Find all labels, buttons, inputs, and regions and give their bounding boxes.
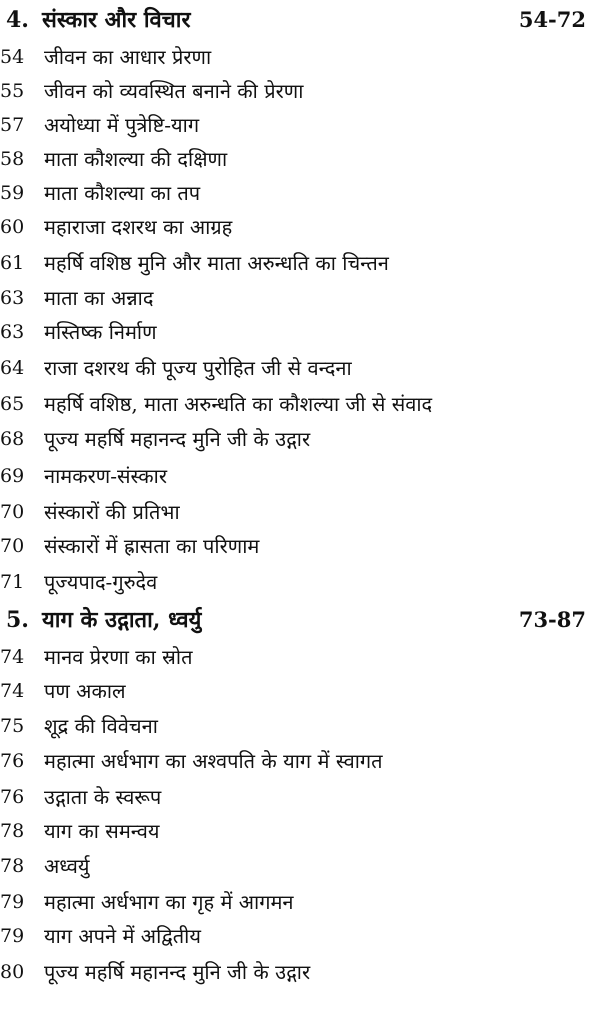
entry-page: 80 [0,961,25,983]
entry-title: मस्तिष्क निर्माण [44,320,157,344]
entry-title: पण अकाल [44,679,126,703]
list-item [0,639,600,675]
entry-title: उद्गाता के स्वरूप [44,785,162,809]
chapter-number: 4. [6,7,29,33]
list-item [0,743,600,779]
entry-title: संस्कारों में ह्रासता का परिणाम [44,534,260,558]
entry-page: 61 [0,252,25,274]
list-item [0,386,600,422]
chapter-number: 5. [6,607,29,633]
list-item [0,209,600,245]
entry-title: माता कौशल्या की दक्षिणा [44,147,228,171]
list-item [0,107,600,143]
entry-title: शूद्र की विवेचना [44,714,158,738]
entry-title: महात्मा अर्धभाग का गृह में आगमन [44,890,294,914]
entry-title: माता कौशल्या का तप [44,181,201,205]
entry-title: पूज्य महर्षि महानन्द मुनि जी के उद्गार [44,960,311,984]
chapter-page-range: 54-72 [518,7,586,32]
entry-page: 71 [0,571,25,593]
entry-title: संस्कारों की प्रतिभा [44,500,180,524]
list-item [0,141,600,177]
list-item [0,421,600,457]
entry-page: 59 [0,182,25,204]
entry-page: 54 [0,46,25,68]
entry-page: 68 [0,428,25,450]
entry-title: अयोध्या में पुत्रेष्टि-याग [44,113,200,137]
entry-page: 76 [0,786,25,808]
entry-page: 70 [0,535,25,557]
list-item [0,280,600,316]
entry-title: महाराजा दशरथ का आग्रह [44,215,233,239]
entry-title: माता का अन्नाद [44,286,154,310]
entry-title: याग अपने में अद्वितीय [44,924,201,948]
entry-page: 74 [0,646,25,668]
entry-title: नामकरण-संस्कार [44,464,168,488]
entry-page: 57 [0,114,25,136]
entry-page: 63 [0,321,25,343]
list-item [0,314,600,350]
entry-page: 78 [0,855,25,877]
list-item [0,813,600,849]
entry-page: 79 [0,891,25,913]
list-item [0,673,600,709]
list-item [0,350,600,386]
entry-title: जीवन को व्यवस्थित बनाने की प्रेरणा [44,79,304,103]
list-item [0,528,600,564]
list-item [0,458,600,494]
chapter-page-range: 73-87 [518,607,586,632]
entry-page: 79 [0,925,25,947]
entry-title: पूज्यपाद-गुरुदेव [44,570,158,594]
entry-page: 74 [0,680,25,702]
entry-page: 58 [0,148,25,170]
entry-title: मानव प्रेरणा का स्रोत [44,645,193,669]
entry-title: पूज्य महर्षि महानन्द मुनि जी के उद्गार [44,427,311,451]
list-item [0,494,600,530]
chapter-title: संस्कार और विचार [42,7,191,33]
chapter-heading [0,2,600,38]
entry-page: 69 [0,465,25,487]
chapter-heading [0,602,600,638]
entry-title: अध्वर्यु [44,854,90,878]
entry-title: महर्षि वशिष्ठ मुनि और माता अरुन्धति का चिन्तन [44,251,389,275]
list-item [0,39,600,75]
entry-page: 65 [0,393,25,415]
entry-page: 60 [0,216,25,238]
entry-title: राजा दशरथ की पूज्य पुरोहित जी से वन्दना [44,356,352,380]
entry-title: याग का समन्वय [44,819,160,843]
entry-page: 55 [0,80,25,102]
list-item [0,918,600,954]
list-item [0,73,600,109]
entry-page: 78 [0,820,25,842]
list-item [0,848,600,884]
entry-title: महर्षि वशिष्ठ, माता अरुन्धति का कौशल्या जी से संवाद [44,392,433,416]
entry-title: जीवन का आधार प्रेरणा [44,45,212,69]
list-item [0,245,600,281]
entry-title: महात्मा अर्धभाग का अश्वपति के याग में स्वागत [44,749,383,773]
list-item [0,564,600,600]
list-item [0,779,600,815]
chapter-title: याग के उद्गाता, ध्वर्यु [42,607,202,633]
entry-page: 64 [0,357,25,379]
entry-page: 75 [0,715,25,737]
entry-page: 76 [0,750,25,772]
entry-page: 70 [0,501,25,523]
list-item [0,708,600,744]
entry-page: 63 [0,287,25,309]
list-item [0,954,600,990]
list-item [0,175,600,211]
list-item [0,884,600,920]
